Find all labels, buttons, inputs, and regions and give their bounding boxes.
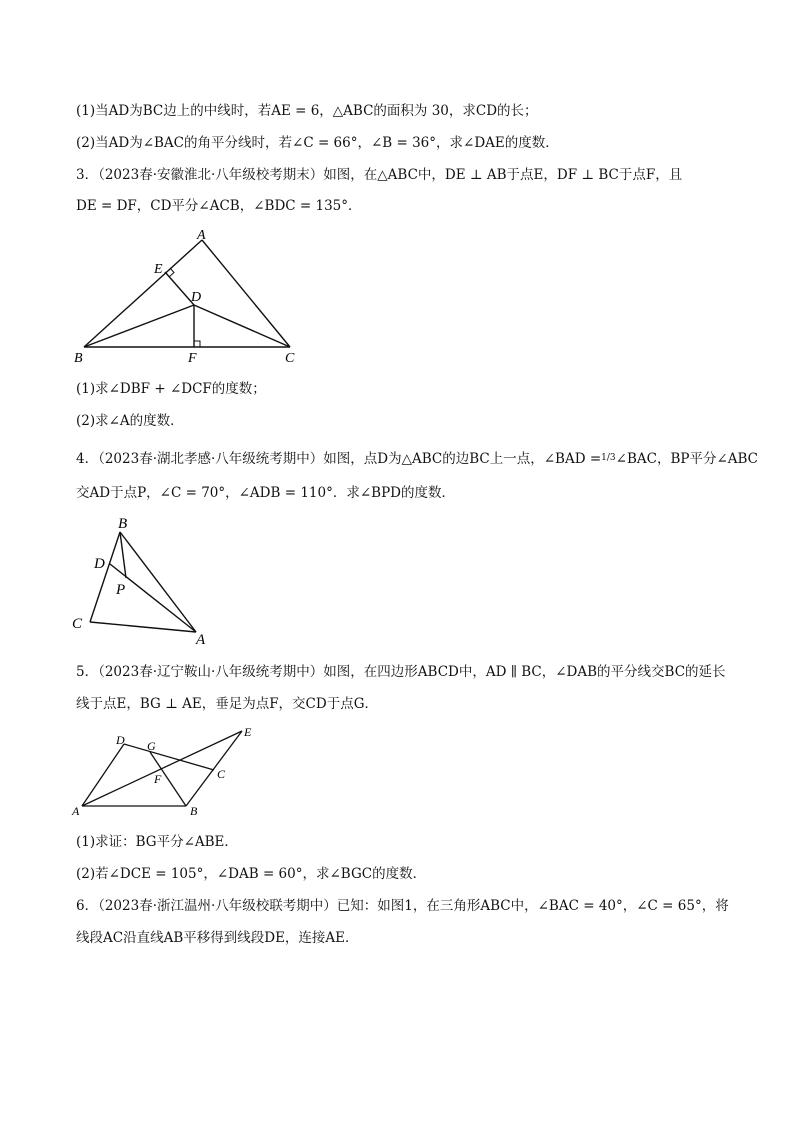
label-F: F <box>154 772 162 786</box>
label-A: A <box>196 632 206 648</box>
q3-stem-line2: DE = DF，CD平分∠ACB，∠BDC = 135°． <box>76 198 362 214</box>
segment-DA <box>110 564 196 632</box>
label-D: D <box>94 556 105 572</box>
figure-q3 <box>70 222 310 368</box>
figure-q4 <box>66 510 216 648</box>
label-D: D <box>116 733 125 747</box>
q5-part1: (1)求证：BG平分∠ABE． <box>76 834 238 850</box>
q4-stem-text-a: 4．（2023春·湖北孝感·八年级统考期中）如图，点D为△ABC的边BC上一点，∠BAD = <box>76 451 602 467</box>
label-A: A <box>197 228 206 243</box>
label-A: A <box>72 804 80 818</box>
segment-BA <box>120 532 196 632</box>
q4-stem-line2: 交AD于点P，∠C = 70°，∠ADB = 110°．求∠BPD的度数． <box>76 485 455 501</box>
label-E: E <box>244 725 252 739</box>
segment-DC <box>124 744 214 770</box>
q4-stem-text-b: ∠BAC，BP平分∠ABC <box>615 451 759 467</box>
q3-stem-line1: 3．（2023春·安徽淮北·八年级校考期末）如图，在△ABC中，DE ⊥ AB于点E，DF ⊥ BC于点F，且 <box>76 167 683 183</box>
label-C: C <box>285 351 295 366</box>
q2-part1: (1)当AD为BC边上的中线时，若AE = 6，△ABC的面积为 30，求CD的长； <box>76 103 538 119</box>
label-D: D <box>191 290 202 305</box>
right-angle-F <box>194 341 200 347</box>
q6-stem-line1: 6．（2023春·浙江温州·八年级校联考期中）已知：如图1，在三角形ABC中，∠BAC = 40°，∠C = 65°，将 <box>76 898 729 914</box>
figure-q5 <box>68 722 268 818</box>
label-E: E <box>154 262 163 277</box>
label-C: C <box>217 767 226 781</box>
segment-DE <box>165 272 194 305</box>
q5-stem-line2: 线于点E，BG ⊥ AE，垂足为点F，交CD于点G． <box>76 696 378 712</box>
q3-part2: (2)求∠A的度数． <box>76 413 184 429</box>
q3-part1: (1)求∠DBF + ∠DCF的度数； <box>76 381 266 397</box>
q6-stem-line2: 线段AC沿直线AB平移得到线段DE，连接AE． <box>76 930 359 946</box>
q5-stem-line1: 5．（2023春·辽宁鞍山·八年级统考期中）如图，在四边形ABCD中，AD ∥ BC，∠DAB的平分线交BC的延长 <box>76 664 726 680</box>
label-P: P <box>116 582 126 598</box>
q5-part2: (2)若∠DCE = 105°，∠DAB = 60°，求∠BGC的度数． <box>76 866 427 882</box>
label-G: G <box>147 739 156 753</box>
label-C: C <box>72 616 83 632</box>
q4-stem-line1 <box>76 449 758 468</box>
label-F: F <box>188 351 197 366</box>
label-B: B <box>74 351 83 366</box>
q4-fraction: 1/3 <box>601 453 616 463</box>
segment-CA <box>90 622 196 632</box>
segment-BC <box>90 532 120 622</box>
segment-DC <box>194 305 290 347</box>
label-B: B <box>190 804 198 818</box>
label-B: B <box>118 516 128 532</box>
segment-AC <box>202 240 290 347</box>
segment-BD <box>84 305 194 347</box>
q2-part2: (2)当AD为∠BAC的角平分线时，若∠C = 66°，∠B = 36°，求∠DAE的度数． <box>76 135 559 151</box>
segment-BE <box>186 731 242 806</box>
